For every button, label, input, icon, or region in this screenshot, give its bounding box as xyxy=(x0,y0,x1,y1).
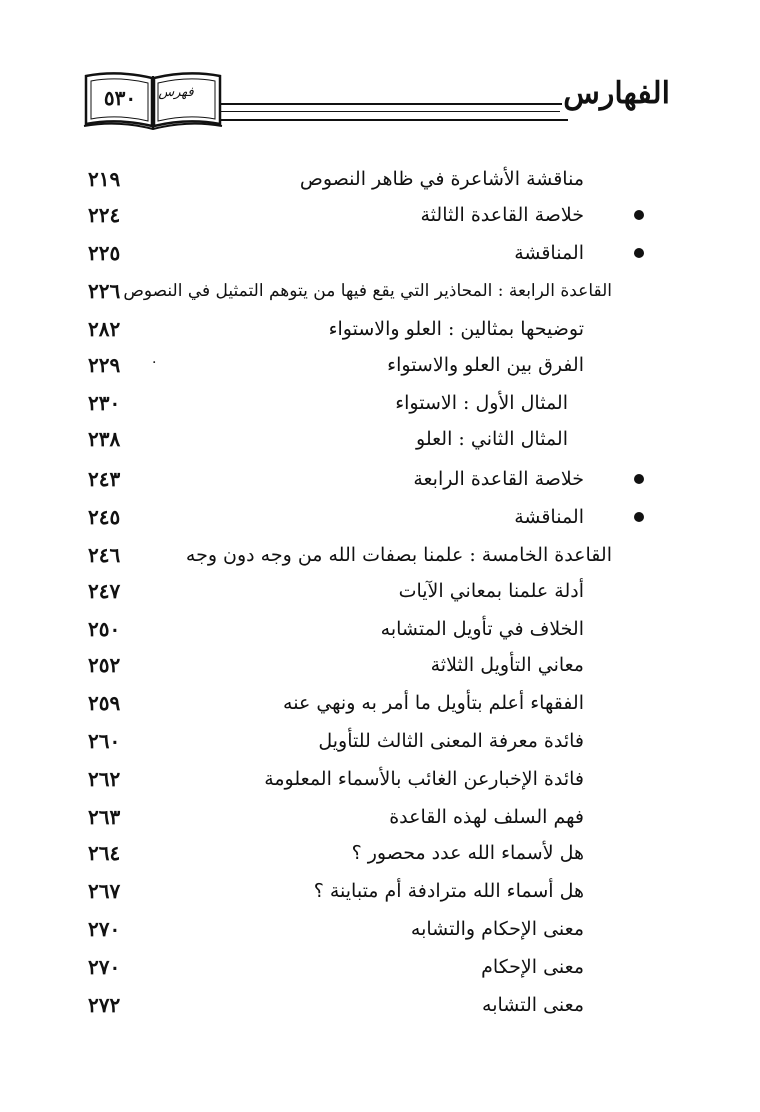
toc-row xyxy=(0,498,760,536)
toc-row xyxy=(0,684,760,722)
toc-page: ٢٥٠ xyxy=(88,617,121,641)
toc-page: ٢١٩ xyxy=(88,167,121,191)
toc-title: المناقشة xyxy=(514,506,584,528)
toc-row xyxy=(0,346,760,384)
toc-title: القاعدة الرابعة : المحاذير التي يقع فيها من يتوهم التمثيل في النصوص xyxy=(123,281,612,301)
toc-page: ٢٥٩ xyxy=(88,691,121,715)
toc-title: الخلاف في تأويل المتشابه xyxy=(380,618,584,640)
toc-title: معنى التشابه xyxy=(482,994,584,1016)
toc-page: ٢٦٤ xyxy=(88,841,121,865)
toc-page: ٢٢٩ xyxy=(88,353,121,377)
toc-row xyxy=(0,798,760,836)
toc-title: فهم السلف لهذه القاعدة xyxy=(389,806,584,828)
toc-title: معنى الإحكام والتشابه xyxy=(410,918,584,940)
toc-row xyxy=(0,986,760,1024)
toc-page: ٢٦٠ xyxy=(88,729,121,753)
toc-row xyxy=(0,536,760,574)
toc-title: هل لأسماء الله عدد محصور ؟ xyxy=(351,842,584,864)
toc-title: خلاصة القاعدة الثالثة xyxy=(420,204,584,226)
toc-title: معنى الإحكام xyxy=(481,956,584,978)
toc-page: ٢٦٧ xyxy=(88,879,121,903)
toc-title: المثال الأول : الاستواء xyxy=(395,392,568,414)
toc-page: ٢٨٢ xyxy=(88,317,121,341)
toc-row xyxy=(0,910,760,948)
toc-row xyxy=(0,948,760,986)
toc-row xyxy=(0,160,760,198)
toc-title: المثال الثاني : العلو xyxy=(416,428,568,450)
toc-row xyxy=(0,384,760,422)
toc-row xyxy=(0,234,760,272)
book-label: فهرس xyxy=(158,85,194,100)
toc-title: المناقشة xyxy=(514,242,584,264)
toc-page: ٢٤٧ xyxy=(88,579,121,603)
toc-title: هل أسماء الله مترادفة أم متباينة ؟ xyxy=(313,880,584,902)
toc-page: ٢٥٢ xyxy=(88,653,121,677)
toc-row xyxy=(0,572,760,610)
toc-title: معاني التأويل الثلاثة xyxy=(430,654,584,676)
bullet-icon xyxy=(634,210,644,220)
toc-page: ٢٢٤ xyxy=(88,203,121,227)
toc-title: أدلة علمنا بمعاني الآيات xyxy=(398,580,584,602)
toc-page: ٢٦٢ xyxy=(88,767,121,791)
toc-page: ٢٧٢ xyxy=(88,993,121,1017)
toc-page: ٢٤٣ xyxy=(88,467,121,491)
toc-title: توضيحها بمثالين : العلو والاستواء xyxy=(328,318,584,340)
toc-row xyxy=(0,872,760,910)
toc-row xyxy=(0,834,760,872)
toc-title: فائدة الإخبارعن الغائب بالأسماء المعلومة xyxy=(264,768,584,790)
toc-page: ٢٦٣ xyxy=(88,805,121,829)
toc-row xyxy=(0,610,760,648)
toc-row xyxy=(0,646,760,684)
mark-icon: · xyxy=(152,355,157,371)
toc-page: ٢٢٦ xyxy=(88,279,121,303)
toc-page: ٢٣٨ xyxy=(88,427,121,451)
toc-title: خلاصة القاعدة الرابعة xyxy=(413,468,584,490)
toc-row xyxy=(0,460,760,498)
toc-page: ٢٣٠ xyxy=(88,391,121,415)
toc-page: ٢٢٥ xyxy=(88,241,121,265)
toc-title: الفقهاء أعلم بتأويل ما أمر به ونهي عنه xyxy=(283,692,584,714)
bullet-icon xyxy=(634,248,644,258)
toc-page: ٢٤٥ xyxy=(88,505,121,529)
toc-page: ٢٧٠ xyxy=(88,955,121,979)
toc-row xyxy=(0,310,760,348)
page-number: ٥٣٠ xyxy=(103,86,137,110)
toc-row xyxy=(0,760,760,798)
toc-page: ٢٤٦ xyxy=(88,543,121,567)
toc-row xyxy=(0,420,760,458)
toc-title: الفرق بين العلو والاستواء xyxy=(387,354,584,376)
toc-row xyxy=(0,196,760,234)
toc-title: مناقشة الأشاعرة في ظاهر النصوص xyxy=(299,168,584,190)
toc-row xyxy=(0,722,760,760)
bullet-icon xyxy=(634,512,644,522)
toc-row xyxy=(0,272,760,310)
bullet-icon xyxy=(634,474,644,484)
toc-page: ٢٧٠ xyxy=(88,917,121,941)
toc-title: القاعدة الخامسة : علمنا بصفات الله من وجه دون وجه xyxy=(185,544,612,566)
section-title: الفهارس xyxy=(563,76,670,111)
toc-title: فائدة معرفة المعنى الثالث للتأويل xyxy=(318,730,584,752)
